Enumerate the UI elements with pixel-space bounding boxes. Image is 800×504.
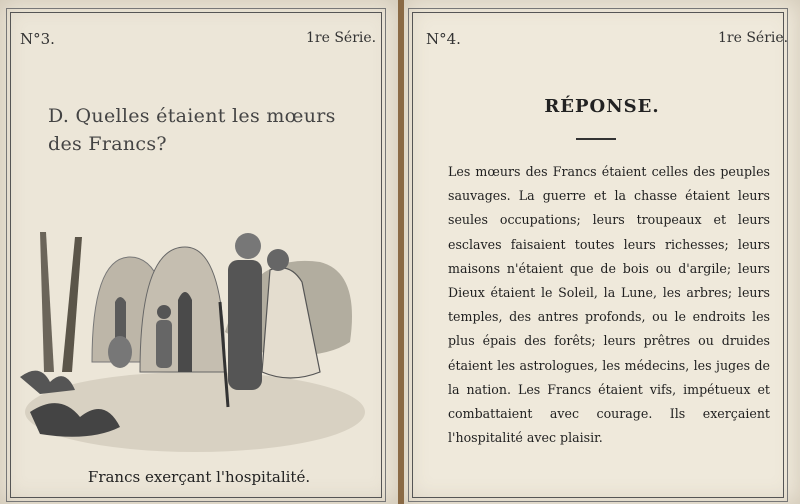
card-number: N°3. — [20, 30, 55, 48]
series-label: 1re Série. — [306, 30, 377, 46]
question-card — [0, 0, 398, 504]
illustration-caption: Francs exerçant l'hospitalité. — [87, 468, 311, 486]
answer-card — [404, 0, 800, 504]
question-text: D. Quelles étaient les mœurs des Francs? — [48, 105, 336, 155]
card-number: N°4. — [426, 30, 461, 48]
hospitality-illustration — [20, 212, 370, 462]
series-label: 1re Série. — [718, 30, 789, 46]
title-rule — [576, 138, 616, 140]
answer-title: RÉPONSE. — [544, 96, 660, 117]
answer-text: Les mœurs des Francs étaient celles des peuples sauvages. La guerre et la chasse étaient leurs seules occupations; leurs troupeaux et leurs esclaves faisaient toutes leurs richesses; leurs maisons n'étaient que de bois ou d'argile; leurs Dieux étaient le Soleil, la Lune, les arbres; leurs temples, des antres profonds, ou le endroits les plus épais des forêts; leurs prêtres ou druides étaient les astrologues, les médecins, les juges de la nation. Les Francs étaient vifs, impétueux et combattaient avec courage. Ils exerçaient l'hospitalité avec plaisir. — [448, 164, 770, 446]
